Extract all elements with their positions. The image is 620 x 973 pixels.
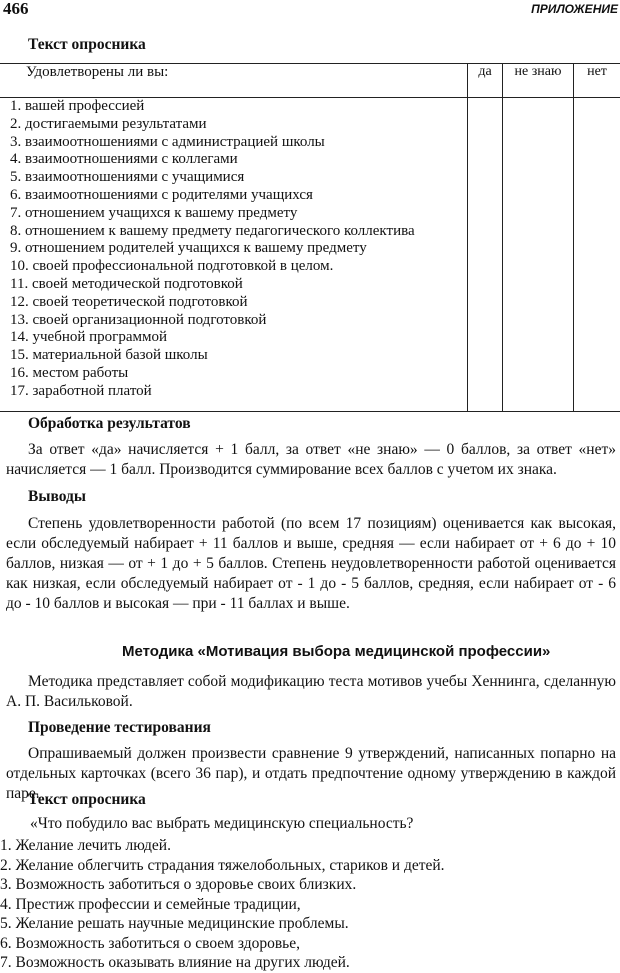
yes-answer-cell: [468, 98, 503, 412]
list-item: 8. отношением к вашему предмету педагогического коллектива: [10, 223, 467, 241]
method-questionnaire-title: Текст опросника: [28, 791, 146, 809]
page-number: 466: [3, 0, 29, 19]
motivation-items: [0, 836, 445, 973]
list-item: 7. Возможность оказывать влияние на других людей.: [0, 953, 445, 973]
conclusions-title: Выводы: [28, 488, 86, 506]
satisfaction-items: [0, 98, 467, 401]
list-item: 6. Возможность заботиться о своем здоровье,: [0, 934, 445, 954]
testing-text: Опрашиваемый должен произвести сравнение 9 утверждений, написанных попарно на отдельных карточках (всего 36 пар), и отдать предпочтение одному утверждению в каждой паре.: [6, 744, 616, 804]
table-header-row: [0, 64, 620, 98]
satisfaction-table: [0, 63, 620, 412]
list-item: 17. заработной платой: [10, 383, 467, 401]
no-answer-cell: [574, 98, 620, 412]
list-item: 16. местом работы: [10, 365, 467, 383]
conclusions-text: Степень удовлетворенности работой (по всем 17 позициям) оценивается как высокая, если обследуемый набирает + 11 баллов и выше, средняя — если набирает от + 6 до + 10 баллов, низкая — от + 1 до + 5 баллов. Степень неудовлетворенности работой оценивается как низкая, если обследуемый набирает от - 1 до - 5 баллов, средняя, если набирает от - 6 до - 10 баллов и высокая — при - 11 баллах и выше.: [6, 514, 616, 614]
list-item: 2. Желание облегчить страдания тяжелобольных, стариков и детей.: [0, 856, 445, 876]
dont-know-answer-cell: [503, 98, 574, 412]
processing-text: За ответ «да» начисляется + 1 балл, за ответ «не знаю» — 0 баллов, за ответ «нет» начисляется — 1 балл. Производится суммирование всех баллов с учетом их знака.: [6, 440, 616, 480]
list-item: 3. Возможность заботиться о здоровье своих близких.: [0, 875, 445, 895]
list-item: 5. взаимоотношениями с учащимися: [10, 169, 467, 187]
list-item: 1. вашей профессией: [10, 98, 467, 116]
list-item: 5. Желание решать научные медицинские проблемы.: [0, 914, 445, 934]
list-item: 4. взаимоотношениями с коллегами: [10, 151, 467, 169]
list-item: 1. Желание лечить людей.: [0, 836, 445, 856]
list-item: 3. взаимоотношениями с администрацией школы: [10, 134, 467, 152]
running-header: ПРИЛОЖЕНИЕ: [531, 2, 618, 16]
questionnaire-title: Текст опросника: [28, 36, 146, 54]
column-no: нет: [574, 64, 620, 98]
list-item: 12. своей теоретической подготовкой: [10, 294, 467, 312]
table-body-row: [0, 98, 620, 412]
testing-title: Проведение тестирования: [28, 719, 211, 737]
list-item: 4. Престиж профессии и семейные традиции,: [0, 895, 445, 915]
column-dont-know: не знаю: [503, 64, 574, 98]
list-item: 11. своей методической подготовкой: [10, 276, 467, 294]
list-item: 9. отношением родителей учащихся к вашему предмету: [10, 240, 467, 258]
method-title: Методика «Мотивация выбора медицинской профессии»: [122, 643, 550, 660]
list-item: 10. своей профессиональной подготовкой в целом.: [10, 258, 467, 276]
list-item: 13. своей организационной подготовкой: [10, 312, 467, 330]
list-item: 15. материальной базой школы: [10, 347, 467, 365]
method-intro: Методика представляет собой модификацию теста мотивов учебы Хеннинга, сделанную А. П. Васильковой.: [6, 672, 616, 712]
list-item: 7. отношением учащихся к вашему предмету: [10, 205, 467, 223]
list-item: 2. достигаемыми результатами: [10, 116, 467, 134]
column-yes: да: [468, 64, 503, 98]
list-item: 6. взаимоотношениями с родителями учащихся: [10, 187, 467, 205]
items-cell: [0, 98, 468, 412]
column-question: Удовлетворены ли вы:: [0, 64, 468, 98]
motivation-question: «Что побудило вас выбрать медицинскую специальность?: [30, 815, 413, 833]
processing-title: Обработка результатов: [28, 415, 191, 433]
list-item: 14. учебной программой: [10, 329, 467, 347]
